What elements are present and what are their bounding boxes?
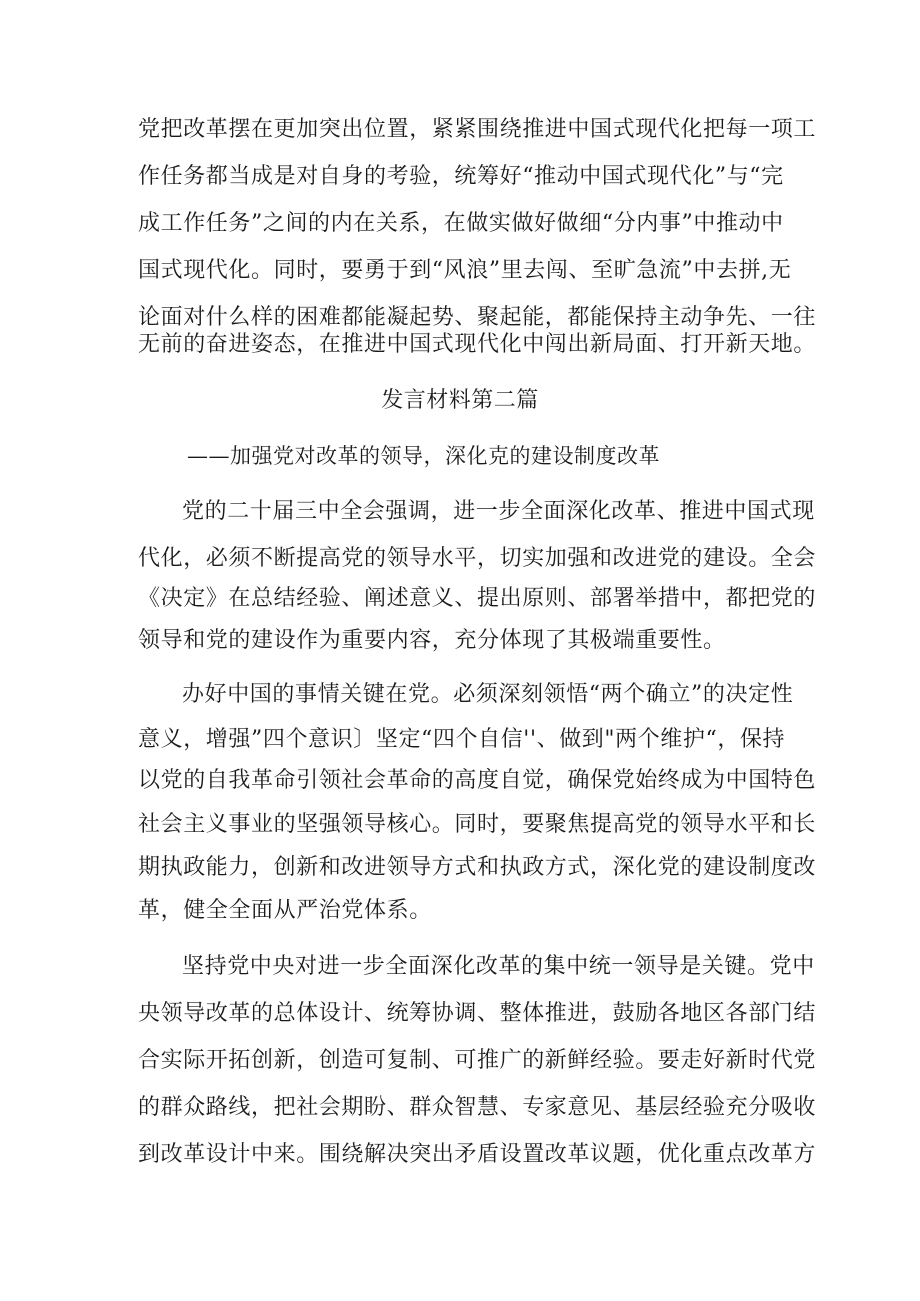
- text-line: 期执政能力，创新和改进领导方式和执政方式，深化党的建设制度改: [138, 855, 817, 880]
- text-line: 央领导改革的总体设计、统筹协调、整体推进，鼓励各地区各部门结: [138, 1001, 817, 1026]
- text-line: 社会主义事业的坚强领导核心。同时，要聚焦提高党的领导水平和长: [138, 812, 817, 837]
- text-line: 党把改革摆在更加突出位置，紧紧围绕推进中国式现代化把每一项工: [138, 117, 817, 142]
- section-title: 发言材料第二篇: [381, 388, 539, 413]
- text-line: 坚持党中央对进一步全面深化改革的集中统一领导是关键。党中: [182, 954, 815, 979]
- text-line: 到改革设计中来。围绕解决突出矛盾设置改革议题，优化重点改革方: [138, 1142, 817, 1167]
- text-line: 国式现代化。同时，要勇于到“风浪”里去闯、至旷急流”中去拼,无: [138, 258, 792, 283]
- text-line: 代化，必须不断提高党的领导水平，切实加强和改进党的建设。全会: [138, 546, 817, 571]
- text-line: 无前的奋进姿态，在推进中国式现代化中闯出新局面、打开新天地。: [138, 332, 817, 357]
- text-line: 革，健全全面从严治党体系。: [138, 898, 432, 923]
- text-line: 成工作任务”之间的内在关系，在做实做好做细“分内事”中推动中: [138, 211, 784, 236]
- text-line: 办好中国的事情关键在党。必须深刻领悟“两个确立”的决定性: [182, 682, 794, 707]
- text-line: 领导和党的建设作为重要内容，充分体现了其极端重要性。: [138, 628, 726, 653]
- text-line: 《决定》在总结经验、阐述意义、提出原则、部署举措中，都把党的: [138, 586, 817, 611]
- text-line: 的群众路线，把社会期盼、群众智慧、专家意见、基层经验充分吸收: [138, 1095, 817, 1120]
- section-subtitle: ——加强党对改革的领导，深化克的建设制度改革: [187, 444, 660, 468]
- text-line: 以党的自我革命引领社会革命的高度自觉，确保党始终成为中国特色: [138, 768, 817, 793]
- text-line: 党的二十届三中全会强调，进一步全面深化改革、推进中国式现: [182, 499, 815, 524]
- text-line: 作任务都当成是对自身的考验，统筹好“推动中国式现代化”与“完: [138, 164, 784, 189]
- text-line: 意义，增强”四个意识〕坚定“四个自信''、做到"两个维护“，保持: [138, 727, 786, 752]
- text-line: 合实际开拓创新，创造可复制、可推广的新鲜经验。要走好新时代党: [138, 1048, 817, 1073]
- text-line: 论面对什么样的困难都能凝起势、聚起能，都能保持主动争先、一往: [138, 305, 817, 330]
